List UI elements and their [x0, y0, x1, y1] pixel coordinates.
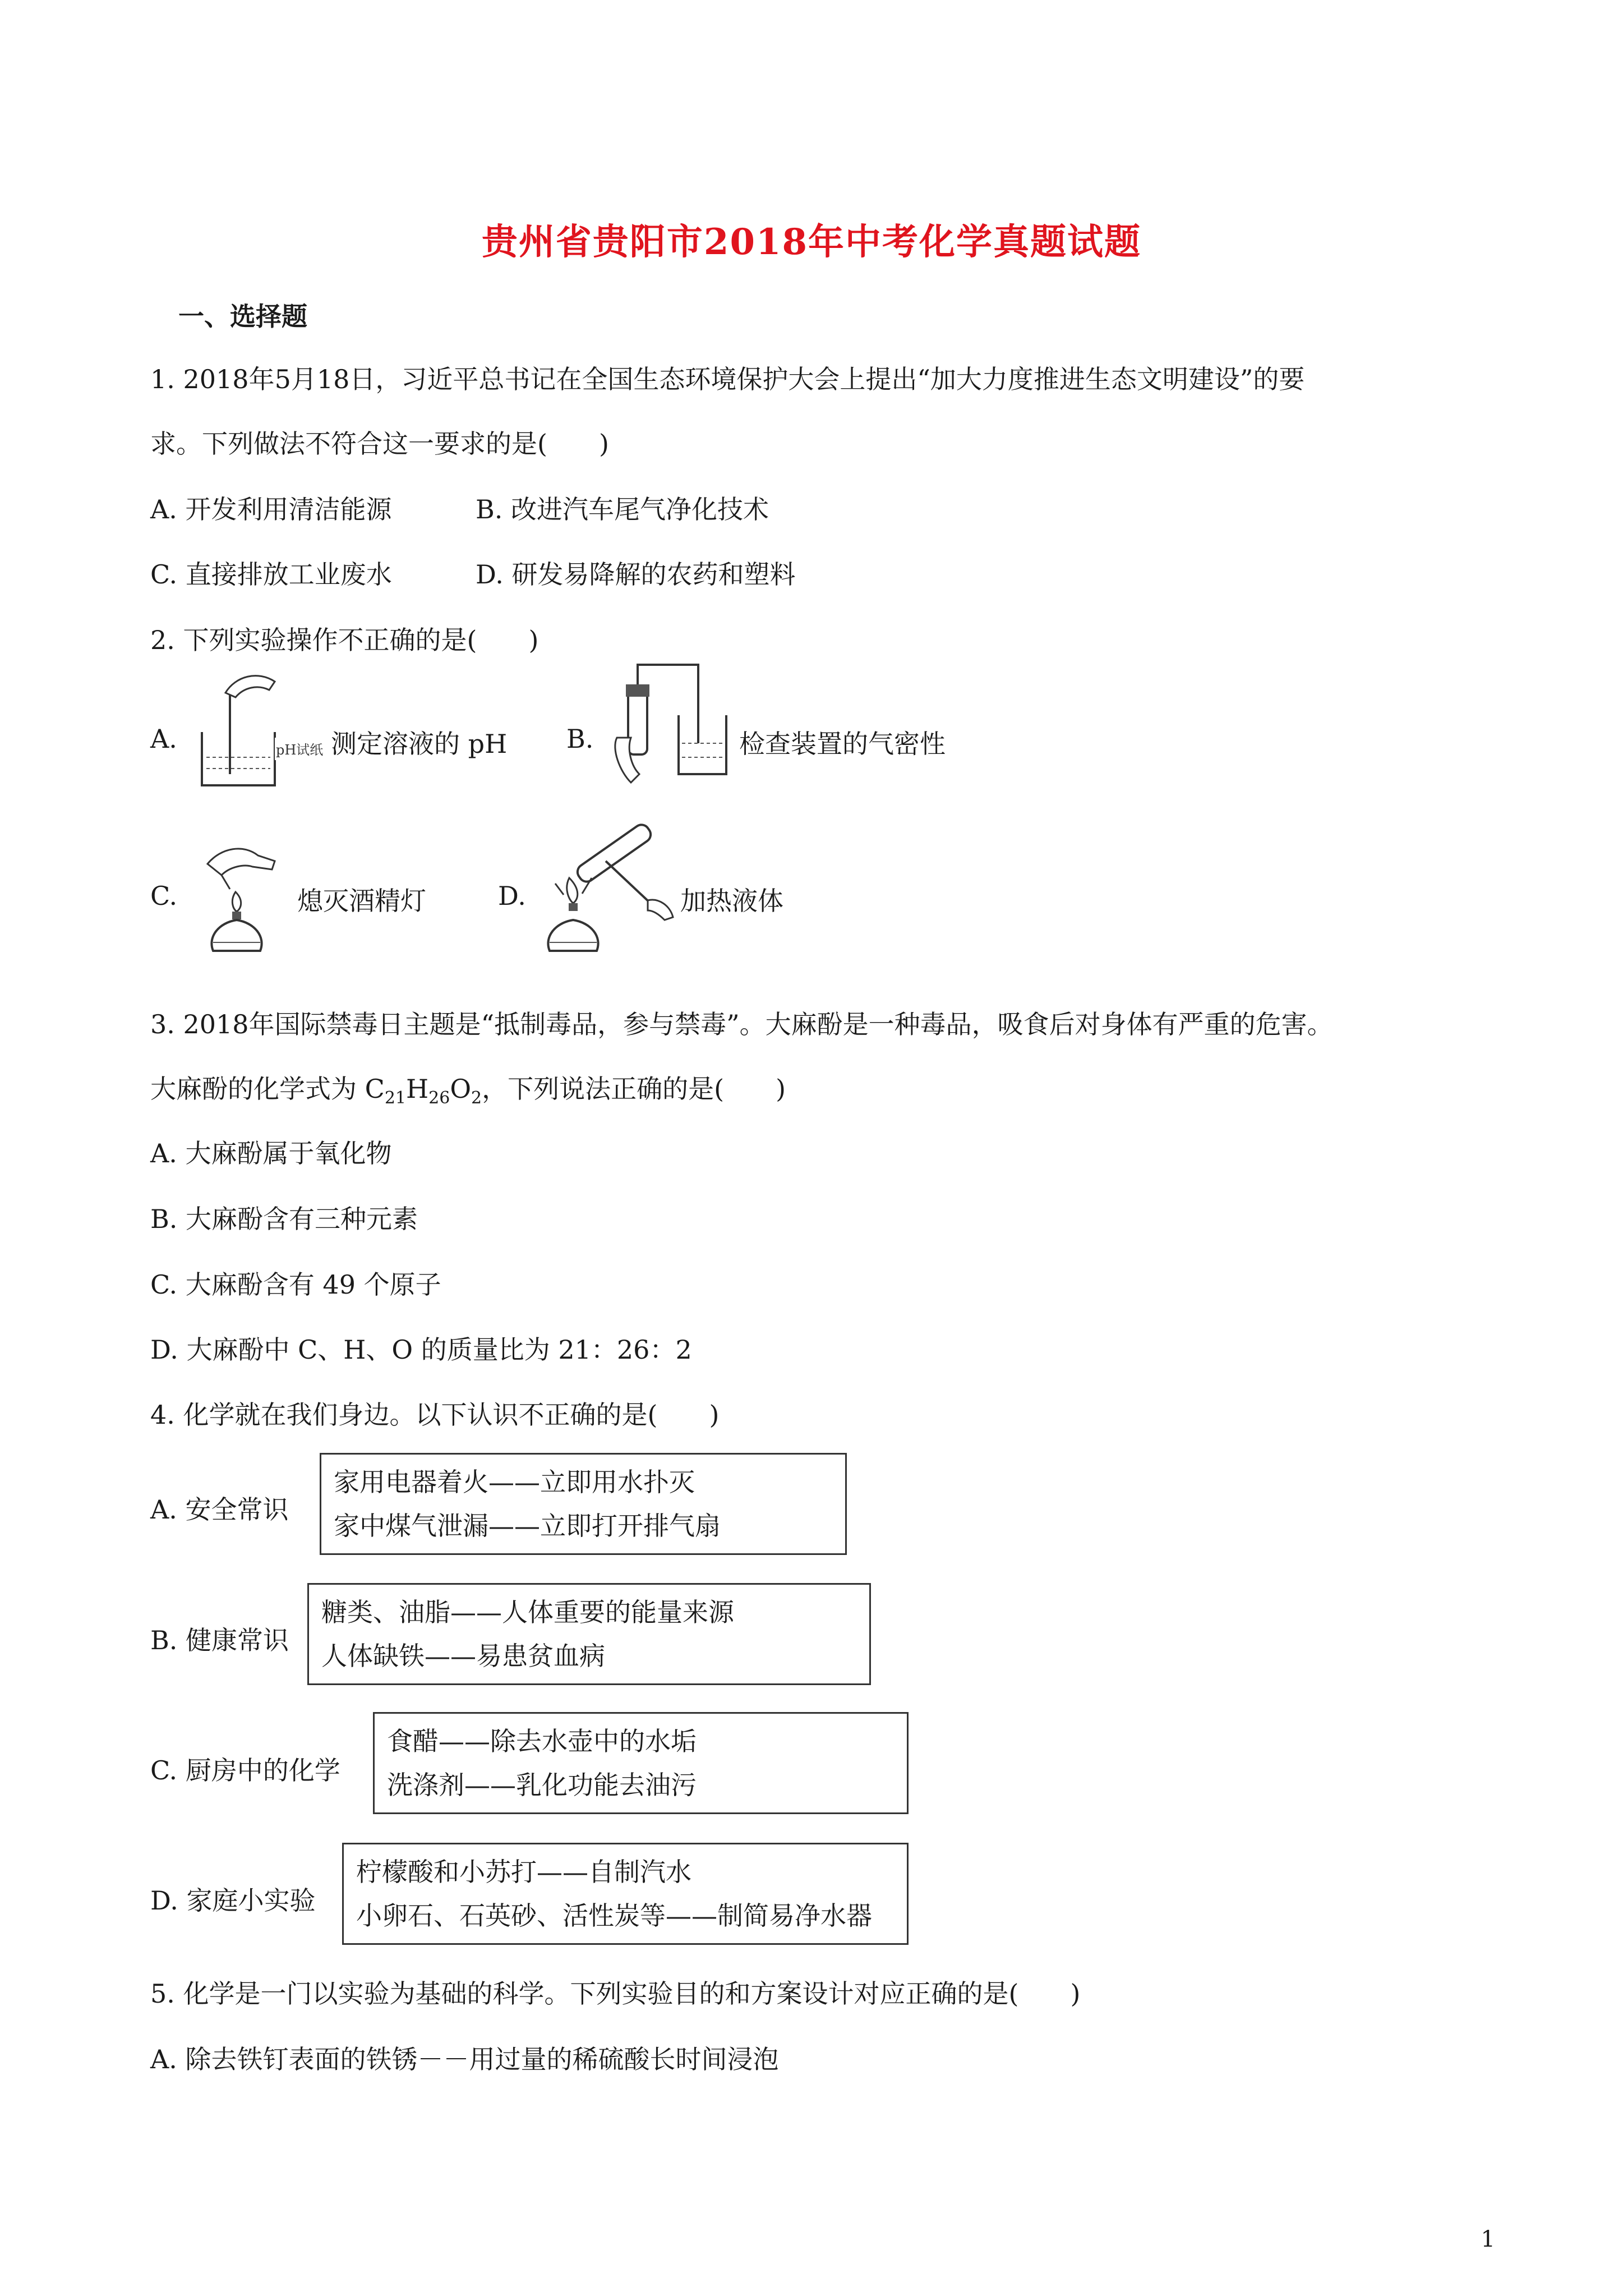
page-title: 贵州省贵阳市2018年中考化学真题试题: [481, 221, 1142, 263]
heating-liquid-illustration: [538, 822, 679, 959]
q2-option-c-text: 熄灭酒精灯: [297, 886, 426, 916]
ph-paper-label: pH试纸: [276, 742, 324, 758]
q2-option-b-text: 检查装置的气密性: [739, 729, 946, 759]
q2-option-d-letter: D.: [498, 881, 526, 911]
q4-stem: 4. 化学就在我们身边。以下认识不正确的是( ): [150, 1400, 720, 1430]
airtightness-check-illustration: [606, 654, 735, 794]
q4-option-d-line2: 小卵石、石英砂、活性炭等——制简易净水器: [356, 1901, 872, 1931]
q2-option-a-text: 测定溶液的 pH: [331, 729, 508, 759]
q1-option-d: D. 研发易降解的农药和塑料: [476, 559, 796, 590]
q2-option-d-text: 加热液体: [680, 886, 783, 916]
ph-test-illustration: [191, 665, 325, 794]
q5-stem: 5. 化学是一门以实验为基础的科学。下列实验目的和方案设计对应正确的是( ): [150, 1978, 1081, 2009]
q4-option-d-line1: 柠檬酸和小苏打——自制汽水: [356, 1857, 691, 1887]
q4-option-b-line1: 糖类、油脂——人体重要的能量来源: [321, 1597, 734, 1627]
q1-option-c: C. 直接排放工业废水: [150, 559, 392, 590]
q3-option-a: A. 大麻酚属于氧化物: [150, 1138, 392, 1168]
q4-option-b-box: [307, 1583, 871, 1685]
q4-option-c-label: C. 厨房中的化学: [150, 1755, 340, 1786]
q1-option-b: B. 改进汽车尾气净化技术: [476, 494, 769, 524]
q4-option-b-line2: 人体缺铁——易患贫血病: [321, 1641, 605, 1671]
extinguish-lamp-illustration: [191, 830, 292, 959]
q4-option-a-line1: 家用电器着火——立即用水扑灭: [334, 1467, 695, 1497]
q2-stem: 2. 下列实验操作不正确的是( ): [150, 625, 539, 655]
q3-line2: 大麻酚的化学式为 $C_{21}H_{26}O_2$，下列说法正确的是( ): [150, 1074, 786, 1108]
q3-option-d: D. 大麻酚中 C、H、O 的质量比为 21：26：2: [150, 1335, 692, 1365]
q2-option-a-letter: A.: [150, 724, 177, 754]
q4-option-c-box: [373, 1712, 909, 1814]
q4-option-c-line1: 食醋——除去水壶中的水垢: [387, 1726, 697, 1756]
q1-line1: 1. 2018年5月18日，习近平总书记在全国生态环境保护大会上提出“加大力度推进生态文明建设”的要: [150, 364, 1305, 394]
q3-option-c: C. 大麻酚含有 49 个原子: [150, 1269, 441, 1300]
q1-line2: 求。下列做法不符合这一要求的是( ): [150, 429, 609, 459]
q3-option-b: B. 大麻酚含有三种元素: [150, 1204, 418, 1234]
section-heading: 一、选择题: [178, 301, 307, 332]
q4-option-d-box: [342, 1843, 909, 1945]
q1-option-a: A. 开发利用清洁能源: [150, 494, 392, 524]
q4-option-a-box: [320, 1453, 847, 1555]
q4-option-c-line2: 洗涤剂——乳化功能去油污: [387, 1770, 697, 1800]
q4-option-a-line2: 家中煤气泄漏——立即打开排气扇: [334, 1511, 721, 1541]
q2-option-c-letter: C.: [150, 881, 178, 911]
q4-option-b-label: B. 健康常识: [150, 1625, 289, 1655]
q2-option-b-letter: B.: [566, 724, 594, 754]
page-number: 1: [1481, 2226, 1495, 2252]
q4-option-d-label: D. 家庭小实验: [150, 1885, 316, 1916]
q4-option-a-label: A. 安全常识: [150, 1494, 289, 1525]
q3-line1: 3. 2018年国际禁毒日主题是“抵制毒品，参与禁毒”。大麻酚是一种毒品，吸食后对身体有严重的危害。: [150, 1009, 1333, 1039]
q5-option-a: A. 除去铁钉表面的铁锈－－用过量的稀硫酸长时间浸泡: [150, 2044, 779, 2074]
